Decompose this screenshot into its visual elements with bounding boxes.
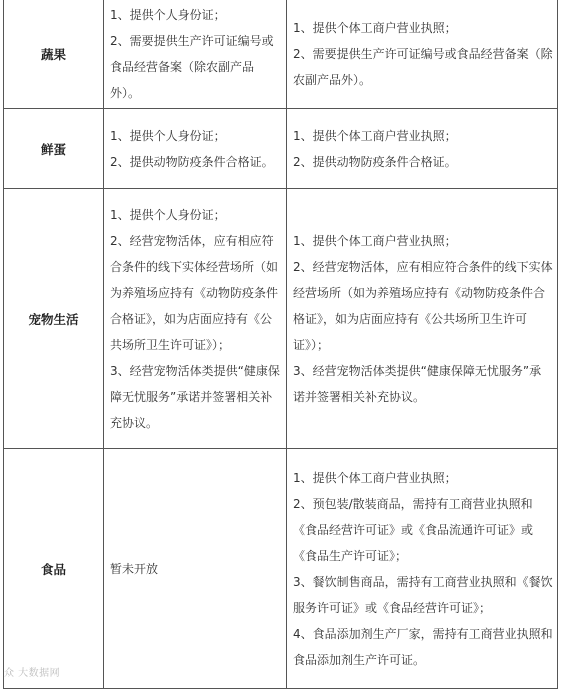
requirement-item: 1、提供个体工商户营业执照； bbox=[293, 470, 457, 485]
individual-requirements-cell bbox=[104, 189, 287, 449]
table-row bbox=[4, 189, 558, 449]
requirement-item: 1、提供个体工商户营业执照； bbox=[293, 128, 457, 143]
category-cell: 蔬果 bbox=[4, 0, 104, 109]
requirements-table bbox=[3, 0, 558, 689]
requirement-item: 2、需要提供生产许可证编号或食品经营备案（除农副产品外）。 bbox=[110, 34, 274, 100]
requirement-item: 3、经营宠物活体类提供“健康保障无忧服务”承诺并签署相关补充协议。 bbox=[110, 363, 280, 430]
requirement-item: 1、提供个人身份证； bbox=[110, 8, 226, 22]
requirement-item: 1、提供个体工商户营业执照； bbox=[293, 233, 457, 248]
requirement-item: 3、餐饮制售商品，需持有工商营业执照和《餐饮服务许可证》或《食品经营许可证》； bbox=[293, 574, 553, 615]
requirement-item: 2、经营宠物活体，应有相应符合条件的线下实体经营场所（如为养殖场应持有《动物防疫条件合格证》，如为店面应持有《公共场所卫生许可证》）； bbox=[110, 233, 279, 352]
individual-requirements-cell bbox=[104, 449, 287, 689]
business-requirements-cell bbox=[287, 189, 558, 449]
business-requirements-cell bbox=[287, 109, 558, 189]
requirement-item: 1、提供个体工商户营业执照； bbox=[293, 21, 457, 35]
table-row bbox=[4, 449, 558, 689]
requirement-item: 4、食品添加剂生产厂家，需持有工商营业执照和食品添加剂生产许可证。 bbox=[293, 626, 553, 667]
requirement-item: 3、经营宠物活体类提供“健康保障无忧服务”承诺并签署相关补充协议。 bbox=[293, 363, 542, 404]
requirement-item: 2、需要提供生产许可证编号或食品经营备案（除农副产品外）。 bbox=[293, 47, 553, 87]
business-requirements-cell bbox=[287, 449, 558, 689]
individual-requirements-cell bbox=[104, 109, 287, 189]
watermark: 众 大数据网 bbox=[4, 668, 61, 679]
category-cell: 宠物生活 bbox=[4, 189, 104, 449]
requirement-item: 1、提供个人身份证； bbox=[110, 207, 226, 222]
table-row bbox=[4, 109, 558, 189]
requirement-item: 2、提供动物防疫条件合格证。 bbox=[110, 154, 274, 169]
individual-requirements-cell bbox=[104, 0, 287, 109]
requirement-item: 2、经营宠物活体，应有相应符合条件的线下实体经营场所（如为养殖场应持有《动物防疫条件合格证》，如为店面应持有《公共场所卫生许可证》）； bbox=[293, 259, 553, 352]
category-cell: 鲜蛋 bbox=[4, 109, 104, 189]
business-requirements-cell bbox=[287, 0, 558, 109]
requirement-item: 暂未开放 bbox=[110, 561, 159, 576]
category-cell: 食品 bbox=[4, 449, 104, 689]
table-row bbox=[4, 0, 558, 109]
requirement-item: 1、提供个人身份证； bbox=[110, 128, 226, 143]
requirement-item: 2、提供动物防疫条件合格证。 bbox=[293, 154, 457, 169]
requirement-item: 2、预包装/散装商品，需持有工商营业执照和《食品经营许可证》或《食品流通许可证》或《食品生产许可证》； bbox=[293, 496, 534, 563]
